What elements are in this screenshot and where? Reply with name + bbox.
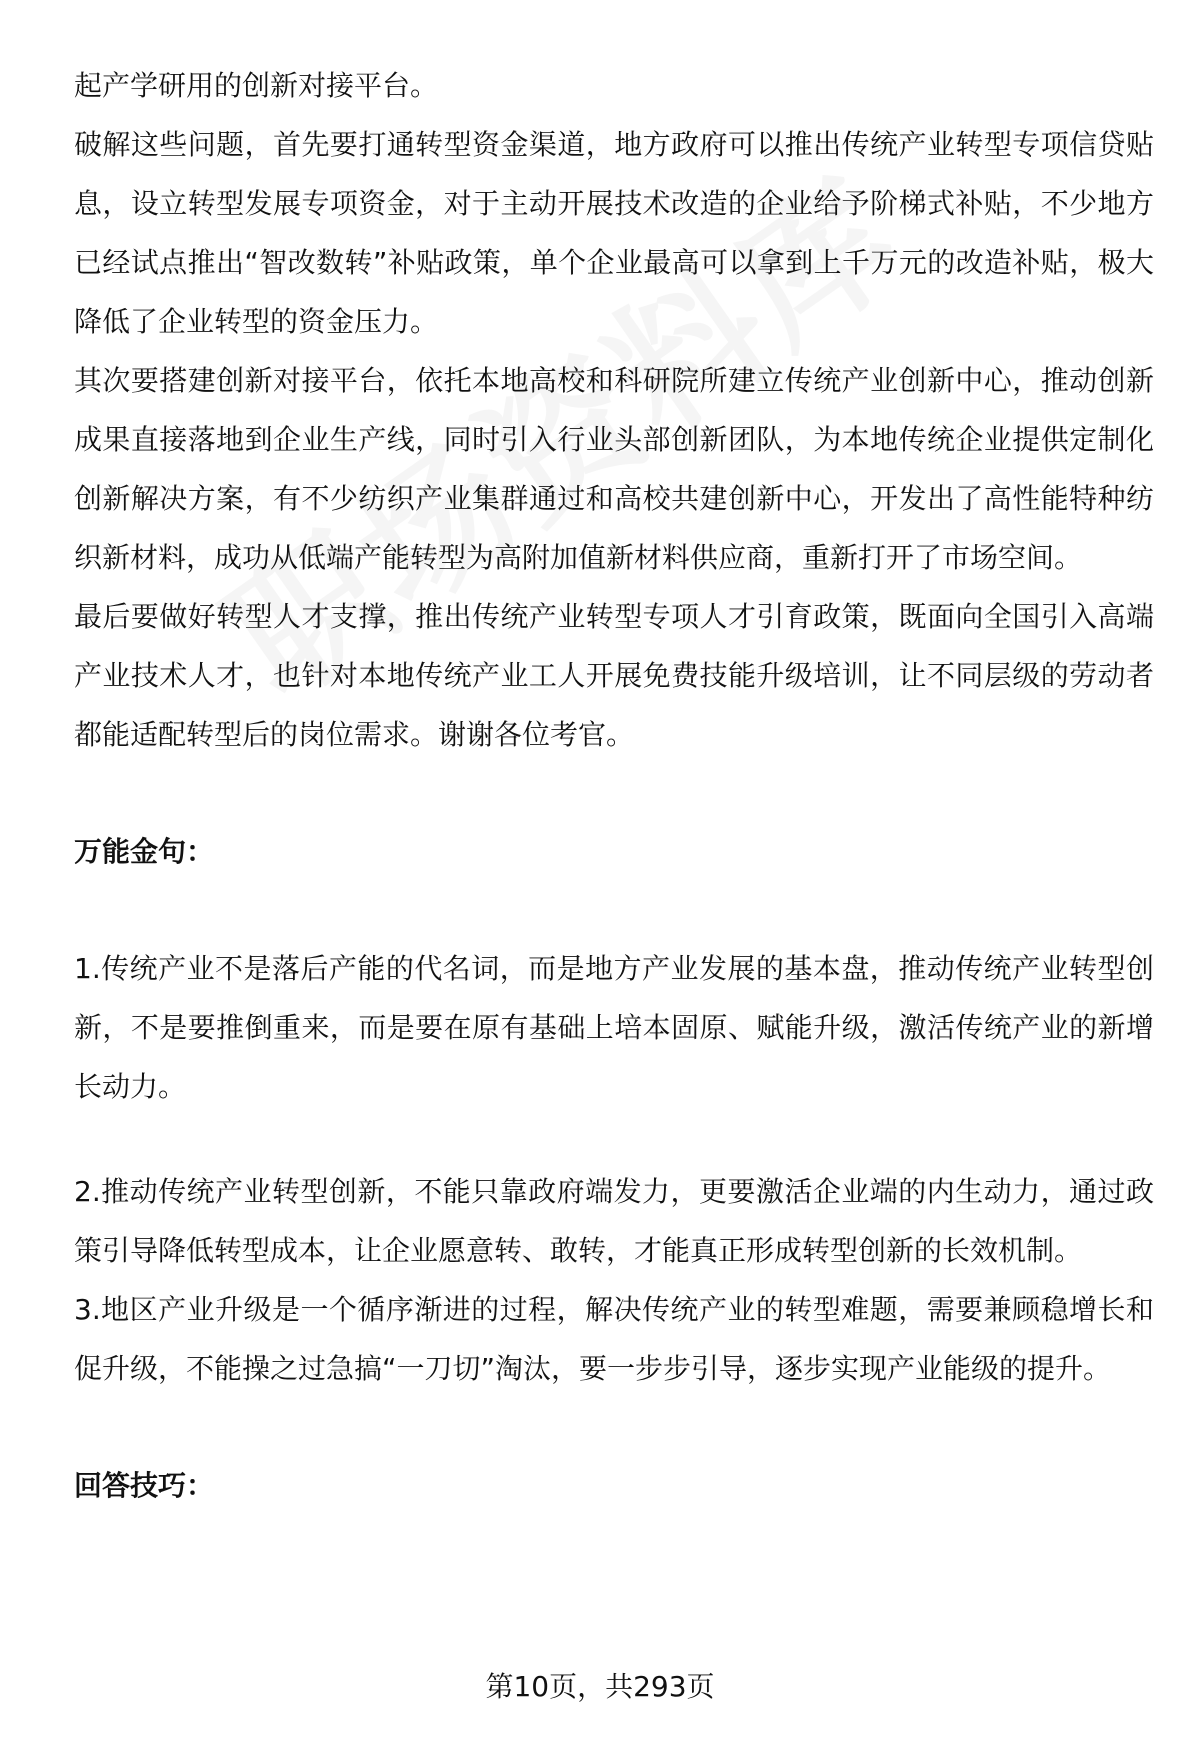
paragraph: 破解这些问题，首先要打通转型资金渠道，地方政府可以推出传统产业转型专项信贷贴息，设立转型发展专项资金，对于主动开展技术改造的企业给予阶梯式补贴，不少地方已经试点推出“智改数转”补贴政策，单个企业最高可以拿到上千万元的改造补贴，极大降低了企业转型的资金压力。: [74, 128, 1154, 338]
answer-tips-heading: 回答技巧：: [74, 1469, 215, 1502]
paragraph: 起产学研用的创新对接平台。: [74, 69, 439, 102]
golden-sentence-item: 3.地区产业升级是一个循序渐进的过程，解决传统产业的转型难题，需要兼顾稳增长和促升级，不能操之过急搞“一刀切”淘汰，要一步步引导，逐步实现产业能级的提升。: [74, 1293, 1154, 1385]
paragraph: 最后要做好转型人才支撑，推出传统产业转型专项人才引育政策，既面向全国引入高端产业技术人才，也针对本地传统产业工人开展免费技能升级培训，让不同层级的劳动者都能适配转型后的岗位需求。谢谢各位考官。: [74, 600, 1154, 751]
golden-sentence-item: 2.推动传统产业转型创新，不能只靠政府端发力，更要激活企业端的内生动力，通过政策引导降低转型成本，让企业愿意转、敢转，才能真正形成转型创新的长效机制。: [74, 1175, 1154, 1267]
paragraph: 其次要搭建创新对接平台，依托本地高校和科研院所建立传统产业创新中心，推动创新成果直接落地到企业生产线，同时引入行业头部创新团队，为本地传统企业提供定制化创新解决方案，有不少纺织产业集群通过和高校共建创新中心，开发出了高性能特种纺织新材料，成功从低端产能转型为高附加值新材料供应商，重新打开了市场空间。: [74, 364, 1154, 574]
golden-sentence-item: 1.传统产业不是落后产能的代名词，而是地方产业发展的基本盘，推动传统产业转型创新，不是要推倒重来，而是要在原有基础上培本固原、赋能升级，激活传统产业的新增长动力。: [74, 952, 1154, 1103]
document-body: [74, 56, 1154, 1515]
page-number-footer: 第10页，共293页: [485, 1670, 715, 1703]
golden-sentences-heading: 万能金句：: [74, 835, 215, 868]
